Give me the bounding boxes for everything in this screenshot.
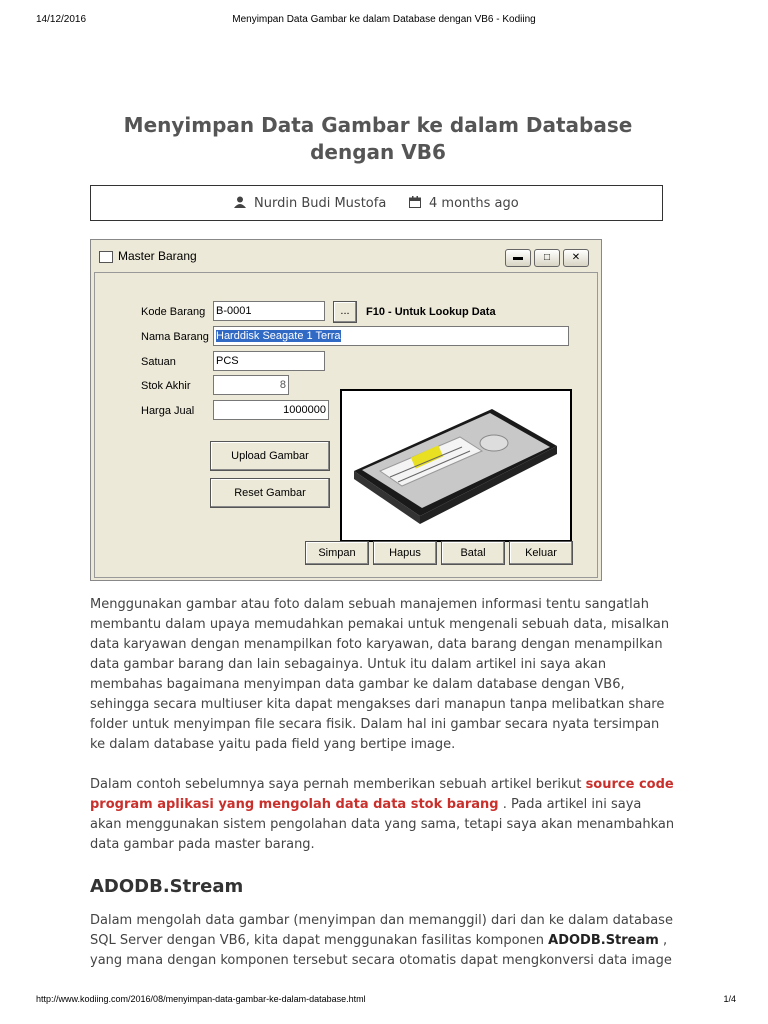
harga-jual-label: Harga Jual: [141, 405, 195, 417]
form-body: [94, 272, 598, 578]
author: [234, 196, 386, 211]
kode-barang-input[interactable]: B-0001: [213, 301, 325, 321]
master-barang-window: [90, 239, 602, 581]
close-button[interactable]: ✕: [563, 249, 589, 267]
p2-start: Dalam contoh sebelumnya saya pernah memberikan sebuah artikel berikut: [90, 777, 586, 792]
post-date-text: 4 months ago: [429, 196, 519, 211]
adodb-paragraph: [90, 911, 675, 971]
print-url: http://www.kodiing.com/2016/08/menyimpan-data-gambar-ke-dalam-database.html: [36, 994, 366, 1004]
stok-akhir-label: Stok Akhir: [141, 380, 191, 392]
nama-barang-value: Harddisk Seagate 1 Terra: [216, 330, 341, 342]
article-meta: [90, 185, 663, 221]
nama-barang-input[interactable]: [213, 326, 569, 346]
keluar-button[interactable]: Keluar: [509, 541, 573, 565]
stok-barang-article-link[interactable]: source code program aplikasi yang mengolah data data stok barang: [90, 777, 674, 812]
page-number: 1/4: [723, 994, 736, 1004]
kode-barang-label: Kode Barang: [141, 306, 206, 318]
hapus-button[interactable]: Hapus: [373, 541, 437, 565]
form-icon: [99, 251, 113, 263]
satuan-input[interactable]: PCS: [213, 351, 325, 371]
product-image: [340, 389, 572, 542]
lookup-hint: F10 - Untuk Lookup Data: [366, 306, 496, 318]
intro-paragraph: Menggunakan gambar atau foto dalam sebuah manajemen informasi tentu sangatlah membantu dalam upaya memudahkan pemakai untuk mengenali sebuah data, misalkan data karyawan dengan menampilkan foto karyawan, data barang dengan menampilkan data gambar barang dan lain sebagainya. Untuk itu dalam artikel ini saya akan membahas bagaimana menyimpan data gambar ke dalam database dengan VB6, sehingga secara multiuser kita dapat mengakses dari manapun tanpa melibatkan share folder untuk menyimpan file secara fisik. Dalam hal ini gambar secara nyata tersimpan ke dalam database yaitu pada field yang bertipe image.: [90, 597, 670, 752]
harddisk-illustration: [342, 391, 570, 540]
print-date: 14/12/2016: [36, 14, 87, 25]
lookup-button[interactable]: ...: [333, 301, 357, 323]
window-titlebar[interactable]: [91, 240, 601, 272]
batal-button[interactable]: Batal: [441, 541, 505, 565]
minimize-button[interactable]: ▬: [505, 249, 531, 267]
context-paragraph: [90, 775, 675, 855]
satuan-label: Satuan: [141, 356, 176, 368]
user-icon: [234, 196, 246, 208]
post-date: [409, 196, 519, 211]
author-name[interactable]: Nurdin Budi Mustofa: [254, 196, 387, 211]
maximize-button[interactable]: □: [534, 249, 560, 267]
p3-start: Dalam mengolah data gambar (menyimpan dan memanggil) dari dan ke dalam database SQL Server dengan VB6, kita dapat menggunakan fasilitas komponen: [90, 913, 673, 948]
section-heading: ADODB.Stream: [90, 876, 244, 897]
reset-gambar-button[interactable]: Reset Gambar: [210, 478, 330, 508]
calendar-icon: [409, 196, 421, 208]
harga-jual-input[interactable]: 1000000: [213, 400, 329, 420]
adodb-stream-term: ADODB.Stream: [548, 933, 659, 948]
p2-end: . Pada artikel ini saya akan menggunakan sistem pengolahan data yang sama, tetapi saya akan menambahkan data gambar pada master barang.: [90, 797, 675, 852]
p3-end: , yang mana dengan komponen tersebut secara otomatis dapat mengkonversi data image: [90, 933, 672, 968]
upload-gambar-button[interactable]: Upload Gambar: [210, 441, 330, 471]
simpan-button[interactable]: Simpan: [305, 541, 369, 565]
window-title: Master Barang: [118, 249, 197, 263]
nama-barang-label: Nama Barang: [141, 331, 209, 343]
article-title: Menyimpan Data Gambar ke dalam Database dengan VB6: [123, 113, 633, 164]
stok-akhir-input[interactable]: 8: [213, 375, 289, 395]
print-title: Menyimpan Data Gambar ke dalam Database dengan VB6 - Kodiing: [232, 14, 536, 25]
